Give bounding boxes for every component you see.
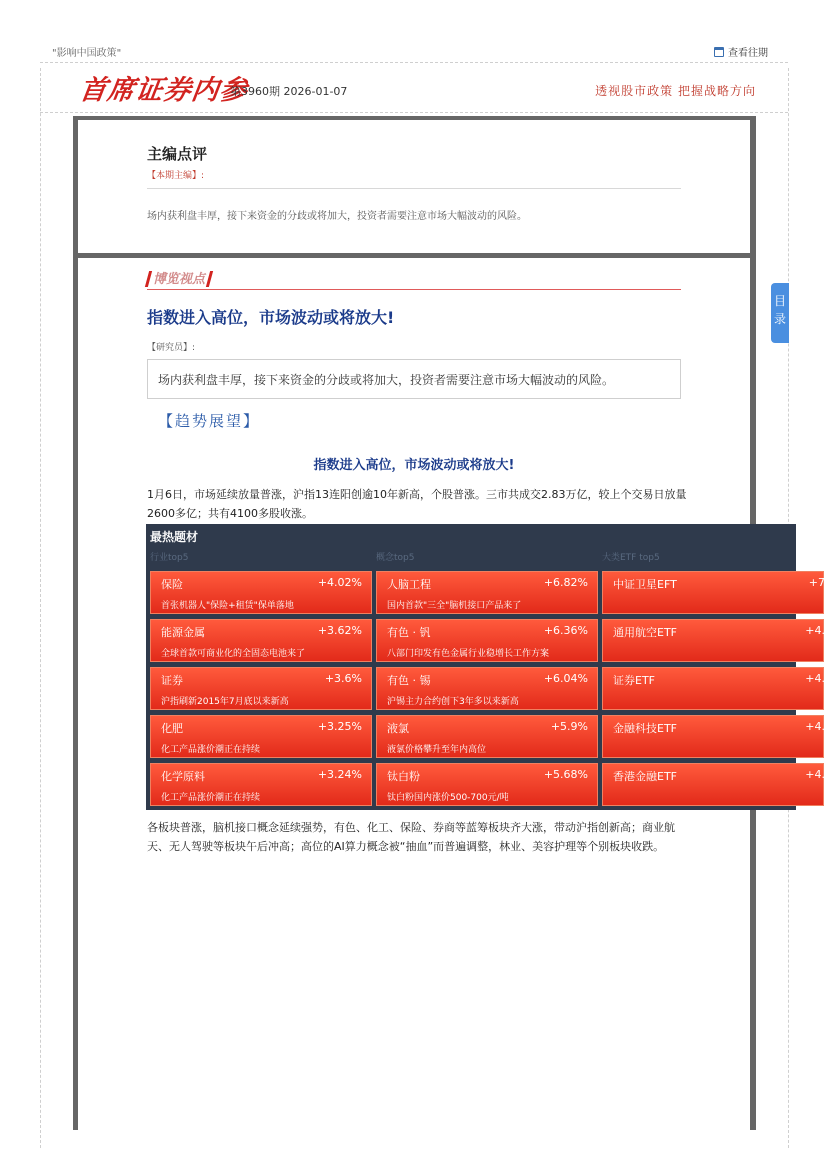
tagline: 透视股市政策 把握战略方向 — [595, 84, 756, 98]
topic-name: 有色 · 钒 — [387, 626, 431, 639]
topic-name: 钛白粉 — [387, 770, 420, 783]
column-header: 大类ETF top5 — [602, 553, 660, 563]
topic-name: 中证卫星EFT — [613, 578, 677, 591]
topic-change: +6.36% — [543, 624, 588, 637]
topic-name: 香港金融ETF — [613, 770, 677, 783]
topic-desc: 液氯价格攀升至年内高位 — [387, 745, 487, 755]
frame-border — [73, 116, 78, 1130]
topic-change: +4. — [805, 768, 825, 781]
section-tag — [147, 268, 211, 287]
column-header: 概念top5 — [376, 553, 415, 563]
paragraph: 各板块普涨，脑机接口概念延续强势，有色、化工、保险、券商等蓝筹板块齐大涨，带动沪指创新高；商业航天、无人驾驶等板块午后冲高；高位的AI算力概念被“抽血”而普遍调整，林业、美容护理等个别板块收跌。 — [147, 821, 675, 853]
section-tag-label: 博览视点 — [153, 272, 206, 287]
frame-border — [73, 253, 756, 258]
toc-tab[interactable]: 目录 — [771, 283, 789, 343]
topic-tile[interactable] — [602, 619, 824, 662]
article-title: 指数进入高位，市场波动或将放大! — [147, 308, 395, 327]
topic-desc: 沪指刷新2015年7月底以来新高 — [161, 697, 289, 707]
divider — [147, 188, 681, 189]
calendar-icon — [714, 47, 724, 57]
editor-text: 场内获利盘丰厚，接下来资金的分歧或将加大，投资者需要注意市场大幅波动的风险。 — [147, 211, 527, 222]
topic-desc: 全球首款可商业化的全固态电池来了 — [161, 649, 306, 659]
logo: 首席证券内参 — [77, 75, 250, 106]
researcher-byline: 【研究员】: — [147, 343, 196, 353]
topic-name: 化学原料 — [161, 770, 205, 783]
topic-change: +4. — [805, 672, 825, 685]
topic-change: +7 — [808, 576, 825, 589]
topic-name: 证券ETF — [613, 674, 655, 687]
topic-desc: 八部门印发有色金属行业稳增长工作方案 — [387, 649, 550, 659]
top-slogan: "影响中国政策" — [52, 48, 122, 59]
topic-tile[interactable] — [376, 763, 598, 806]
hot-topics-panel — [146, 524, 825, 810]
trend-heading: 【趋势展望】 — [158, 412, 261, 430]
topic-tile[interactable] — [150, 571, 372, 614]
topic-name: 金融科技ETF — [613, 722, 677, 735]
topic-name: 人脑工程 — [387, 578, 431, 591]
topic-change: +3.24% — [317, 768, 362, 781]
issue-info: 第3960期 2026-01-07 — [230, 85, 348, 98]
topic-change: +6.82% — [543, 576, 588, 589]
topic-desc: 国内首款"三全"脑机接口产品来了 — [387, 601, 522, 611]
divider — [40, 68, 41, 1148]
topic-name: 化肥 — [161, 722, 183, 735]
topic-change: +5.9% — [550, 720, 588, 733]
trend-heading-label: 趋势展望 — [175, 412, 244, 430]
editor-byline: 【本期主编】: — [147, 171, 205, 181]
topic-tile[interactable] — [376, 619, 598, 662]
summary-box: 场内获利盘丰厚，接下来资金的分歧或将加大，投资者需要注意市场大幅波动的风险。 — [147, 359, 681, 399]
topic-change: +5.68% — [543, 768, 588, 781]
topic-tile[interactable] — [602, 571, 824, 614]
topic-desc: 沪锡主力合约创下3年多以来新高 — [387, 697, 519, 707]
topic-name: 通用航空ETF — [613, 626, 677, 639]
editor-title: 主编点评 — [147, 145, 208, 163]
topic-tile[interactable] — [602, 667, 824, 710]
divider — [40, 62, 788, 63]
topic-desc: 化工产品涨价潮正在持续 — [161, 793, 261, 803]
topic-change: +4.02% — [317, 576, 362, 589]
divider — [147, 289, 681, 290]
topic-tile[interactable] — [150, 715, 372, 758]
topic-desc: 化工产品涨价潮正在持续 — [161, 745, 261, 755]
topic-change: +4. — [805, 624, 825, 637]
topic-tile[interactable] — [150, 619, 372, 662]
sub-title: 指数进入高位，市场波动或将放大! — [313, 458, 515, 473]
topic-tile[interactable] — [376, 667, 598, 710]
masthead — [77, 68, 756, 108]
topic-change: +3.25% — [317, 720, 362, 733]
topic-name: 保险 — [161, 578, 183, 591]
column-header: 行业top5 — [150, 553, 189, 563]
topic-change: +3.6% — [324, 672, 362, 685]
divider — [40, 112, 788, 113]
topic-change: +3.62% — [317, 624, 362, 637]
paragraph: 1月6日，市场延续放量普涨，沪指13连阳创逾10年新高，个股普涨。三市共成交2.83万亿，较上个交易日放量2600多亿；共有4100多股收涨。 — [147, 488, 687, 520]
topic-tile[interactable] — [150, 667, 372, 710]
frame-border — [73, 116, 756, 120]
topic-tile[interactable] — [602, 763, 824, 806]
topic-desc: 首张机器人"保险+租赁"保单落地 — [161, 601, 294, 611]
topic-tile[interactable] — [150, 763, 372, 806]
topic-desc: 钛白粉国内涨价500-700元/吨 — [387, 793, 509, 803]
history-link[interactable] — [714, 44, 768, 59]
topic-name: 有色 · 锡 — [387, 674, 431, 687]
topic-tile[interactable] — [376, 715, 598, 758]
topic-name: 证券 — [161, 674, 183, 687]
hot-topics-title: 最热题材 — [150, 530, 199, 544]
topic-tile[interactable] — [376, 571, 598, 614]
topic-name: 能源金属 — [161, 626, 205, 639]
history-link-label: 查看往期 — [728, 48, 768, 59]
topic-change: +6.04% — [543, 672, 588, 685]
topic-name: 液氯 — [387, 722, 409, 735]
topic-tile[interactable] — [602, 715, 824, 758]
topic-change: +4. — [805, 720, 825, 733]
